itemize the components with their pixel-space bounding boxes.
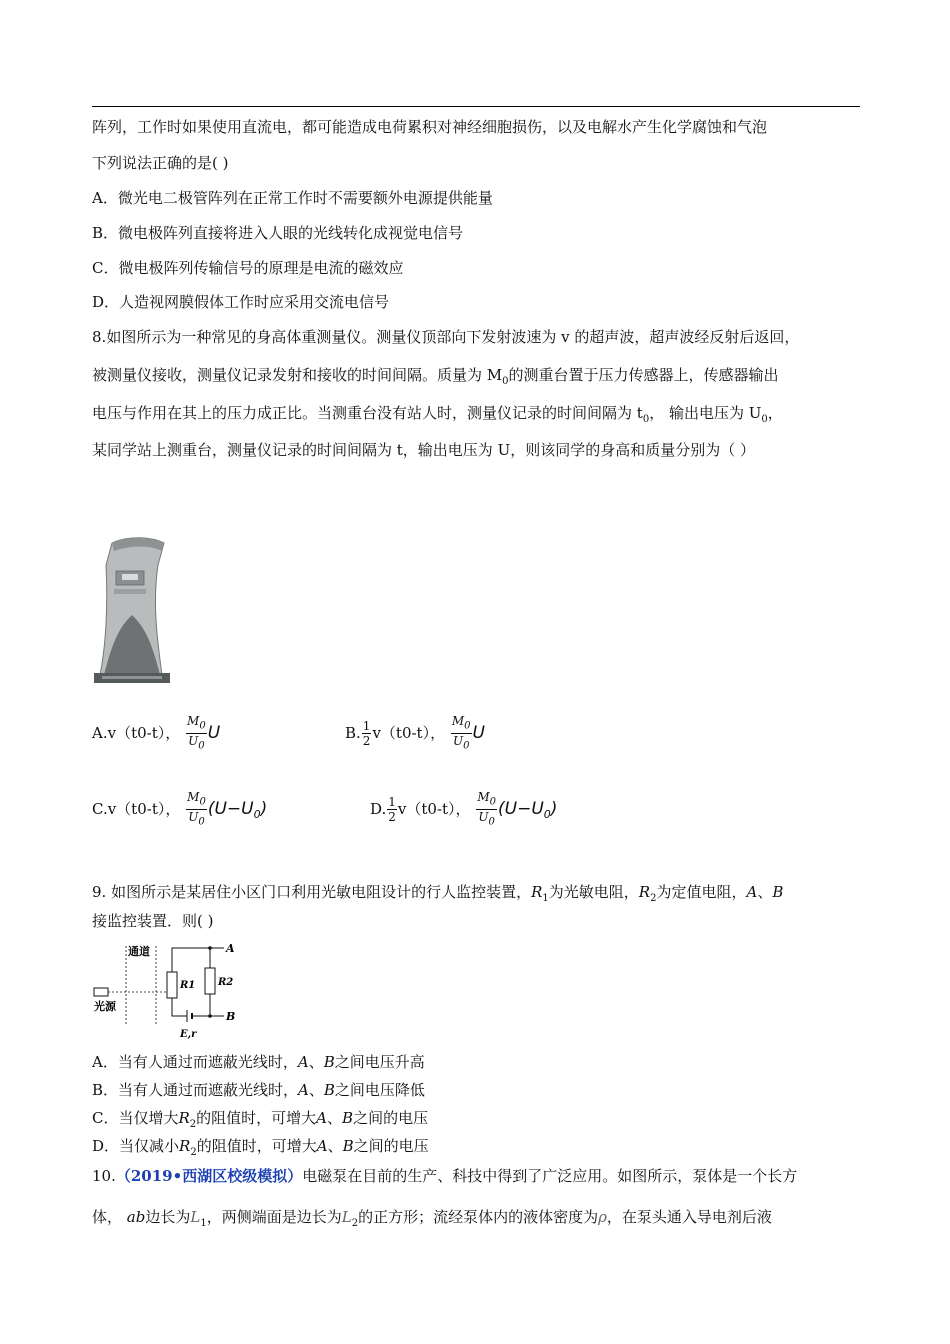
q10-line2: 体， ab边长为$L_1$，两侧端面是边长为$L_2$的正方形；流经泵体内的液体密度为ρ，在泵头通入导电剂后液 (92, 1208, 772, 1229)
monitor-circuit-diagram (92, 942, 252, 1042)
q10-number: 10. (92, 1167, 116, 1185)
q9-line2: 接监控装置．则( ) (92, 912, 214, 930)
q7-option-d: D．人造视网膜假体工作时应采用交流电信号 (92, 293, 390, 311)
r2-label: R2 (218, 977, 234, 988)
height-weight-scale-image (92, 535, 172, 685)
half-fraction: $\frac{1}{2}$ (362, 719, 371, 749)
q9-option-b: B．当有人通过而遮蔽光线时，A、B之间电压降低 (92, 1081, 425, 1099)
q7-option-a: A．微光电二极管阵列在正常工作时不需要额外电源提供能量 (92, 189, 493, 207)
q9-option-c: C．当仅增大$R_2$的阻值时，可增大A、B之间的电压 (92, 1109, 429, 1130)
q8-option-a: A.v（t0-t）， $\frac{M_0}{U_0}$ U (92, 714, 221, 752)
terminal-a: A (226, 942, 235, 955)
q10-line1: 10.（2019•西湖区校级模拟）电磁泵在目前的生产、科技中得到了广泛应用。如图所示，泵体是一个长方 (92, 1167, 798, 1185)
q8-number: 8. (92, 328, 107, 346)
terminal-b: B (226, 1010, 236, 1023)
q8-line4: 某同学站上测重台，测量仪记录的时间间隔为 t，输出电压为 U，则该同学的身高和质量分别为（ ） (92, 441, 755, 459)
half-fraction: $\frac{1}{2}$ (388, 795, 396, 825)
channel-label: 通道 (128, 945, 150, 958)
q7-option-b: B．微电极阵列直接将进入人眼的光线转化成视觉电信号 (92, 224, 464, 242)
q9-option-a: A．当有人通过而遮蔽光线时，A、B之间电压升高 (92, 1053, 425, 1071)
m0-over-u0-fraction: $\frac{M_0}{U_0}$ (451, 714, 471, 752)
header-rule (92, 106, 860, 107)
q9-line1: 9. 如图所示是某居住小区门口利用光敏电阻设计的行人监控装置，$R_1$为光敏电阻，$R_2$为定值电阻，A、B (92, 883, 784, 904)
q8-line2: 被测量仪接收，测量仪记录发射和接收的时间间隔。质量为 $M_0$的测重台置于压力传感器上，传感器输出 (92, 366, 779, 387)
q7-option-c: C．微电极阵列传输信号的原理是电流的磁效应 (92, 259, 404, 277)
q8-option-b: B. $\frac{1}{2}$ v（t0-t）， $\frac{M_0}{U_0}$ U (345, 714, 485, 752)
q8-line1: 8.如图所示为一种常见的身高体重测量仪。测量仪顶部向下发射波速为 v 的超声波，超声波经反射后返回， (92, 328, 800, 346)
q8-option-d: D. $\frac{1}{2}$ v（t0-t）， $\frac{M_0}{U_0}$ $(U-U_0)$ (370, 790, 558, 828)
q8-option-c: C.v（t0-t）， $\frac{M_0}{U_0}$ $(U-U_0)$ (92, 790, 268, 828)
q8-line3: 电压与作用在其上的压力成正比。当测重台没有站人时，测量仪记录的时间间隔为 $t_0$， 输出电压为 $U_0$， (92, 404, 783, 425)
q9-option-d: D．当仅减小$R_2$的阻值时，可增大A、B之间的电压 (92, 1137, 429, 1158)
r1-label: R1 (180, 980, 196, 991)
m0-over-u0-fraction: $\frac{M_0}{U_0}$ (477, 790, 497, 828)
q7-line2: 下列说法正确的是( ) (92, 154, 229, 172)
q10-source-tag: （2019•西湖区校级模拟） (115, 1167, 303, 1185)
q7-line1: 阵列，工作时如果使用直流电，都可能造成电荷累积对神经细胞损伤，以及电解水产生化学腐蚀和气泡 (92, 118, 768, 136)
battery-label: E,r (180, 1029, 197, 1040)
m0-over-u0-fraction: $\frac{M_0}{U_0}$ (187, 714, 206, 752)
m0-over-u0-fraction: $\frac{M_0}{U_0}$ (187, 790, 206, 828)
light-source-label: 光源 (94, 1000, 116, 1013)
